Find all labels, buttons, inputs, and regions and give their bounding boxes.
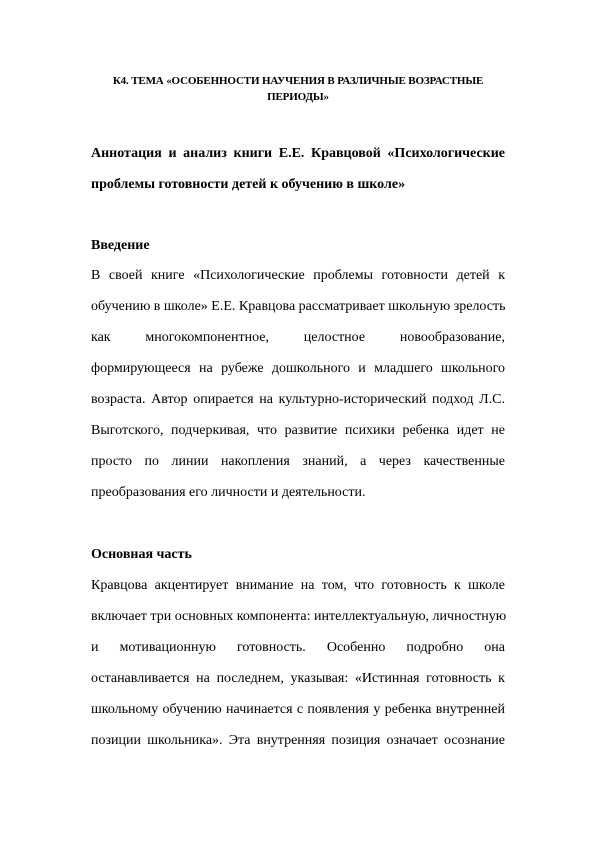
book-heading-line-1: Аннотация и анализ книги Е.Е. Кравцовой «Психологические xyxy=(91,146,505,161)
main-line-5: школьному обучению начинается с появления у ребенка внутренней xyxy=(91,702,505,717)
intro-heading: Введение xyxy=(91,238,150,253)
intro-line-3-word: целостное xyxy=(303,330,366,345)
intro-line-4: формирующееся на рубеже дошкольного и младшего школьного xyxy=(91,361,505,376)
intro-line-1: В своей книге «Психологические проблемы готовности детей к xyxy=(91,268,505,283)
topic-title-line-1: К4. ТЕМА «ОСОБЕННОСТИ НАУЧЕНИЯ В РАЗЛИЧНЫЕ ВОЗРАСТНЫЕ xyxy=(112,75,484,87)
intro-line-3-word: многокомпонентное, xyxy=(145,330,270,345)
topic-title-line-2: ПЕРИОДЫ» xyxy=(267,91,329,103)
main-line-3-word: Особенно xyxy=(326,640,386,655)
topic-title xyxy=(60,73,536,105)
main-part-heading: Основная часть xyxy=(91,547,192,562)
intro-line-7: просто по линии накопления знаний, а через качественные xyxy=(91,454,505,469)
intro-line-3 xyxy=(91,330,505,346)
main-line-3 xyxy=(91,640,505,656)
book-heading-line-2: проблемы готовности детей к обучению в школе» xyxy=(91,177,406,192)
intro-line-2: обучению в школе» Е.Е. Кравцова рассматривает школьную зрелость xyxy=(91,299,506,314)
main-line-6: позиции школьника». Эта внутренняя позиция означает осознание xyxy=(91,733,505,748)
intro-line-6: Выготского, подчеркивая, что развитие психики ребенка идет не xyxy=(91,423,505,438)
main-line-4: останавливается на последнем, указывая: «Истинная готовность к xyxy=(91,671,505,686)
main-line-2: включает три основных компонента: интеллектуальную, личностную xyxy=(91,609,507,624)
intro-line-3-word: как xyxy=(91,330,111,345)
main-line-3-word: готовность. xyxy=(236,640,306,655)
intro-line-8: преобразования его личности и деятельности. xyxy=(91,485,366,500)
intro-line-5: возраста. Автор опирается на культурно-исторический подход Л.С. xyxy=(91,392,505,407)
main-line-1: Кравцова акцентирует внимание на том, что готовность к школе xyxy=(91,578,505,593)
main-line-3-word: мотивационную xyxy=(119,640,216,655)
main-line-3-word: она xyxy=(484,640,505,655)
intro-line-3-word: новообразование, xyxy=(399,330,505,345)
main-line-3-word: подробно xyxy=(406,640,464,655)
main-line-3-word: и xyxy=(91,640,99,655)
